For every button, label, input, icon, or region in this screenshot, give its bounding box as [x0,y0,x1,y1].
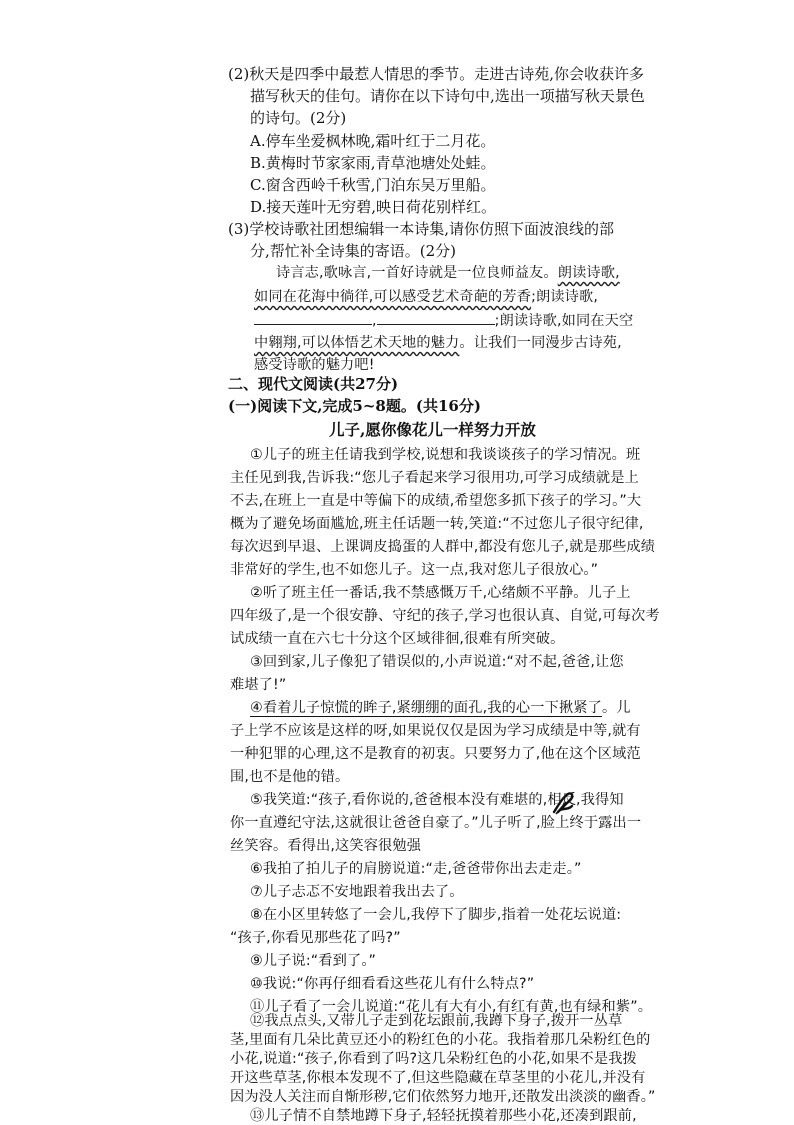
p8-line-1: ⑧在小区里转悠了一会儿,我停下了脚步,指着一处花坛说道: [250,907,622,923]
q2-option-d: D.接天莲叶无穷碧,映日荷花别样红。 [250,198,497,216]
p6-line: ⑥我拍了拍儿子的肩膀说道:“走,爸爸带你出去走走。” [250,861,582,877]
p4-line-3: 一种犯罪的心理,这不是教育的初衷。只要努力了,他在这个区域范 [230,746,641,762]
q2-stem-line-1: (2)秋天是四季中最惹人情思的季节。走进古诗苑,你会收获许多 [228,65,645,83]
q2-option-a: A.停车坐爱枫林晚,霜叶红于二月花。 [250,132,496,150]
passage-text: 。儿 [601,700,631,716]
p8-line-2: “孩子,你看见那些花了吗?” [230,930,401,946]
q3-passage-line-2 [254,287,598,307]
p1-line-6: 非常好的学生,也不如您儿子。这一点,我对您儿子很放心。” [230,562,599,578]
section-subheading: (一)阅读下文,完成5~8题。(共16分) [228,397,481,415]
answer-blank-1[interactable] [254,310,372,325]
p3-line-2: 难堪了!” [230,677,287,693]
p7-line: ⑦儿子忐忑不安地跟着我出去了。 [250,884,464,900]
p12-line-5: 因为没人关注而自惭形秽,它们依然努力地开,还散发出淡淡的幽香。” [230,1089,656,1105]
q3-passage-line-5: 感受诗歌的魅力吧! [254,357,375,373]
p11-line: ⑪儿子看了一会儿说道:“花儿有大有小,有红有黄,也有绿和紫”。 [250,999,653,1015]
q3-passage-line-3 [254,310,633,331]
p1-line-3: 不去,在班上一直是中等偏下的成绩,希望您多抓下孩子的学习。”大 [230,493,642,509]
p2-line-3: 试成绩一直在六七十分这个区域徘徊,很难有所突破。 [230,631,565,647]
p4-line-1 [250,698,631,718]
p1-line-5: 每次迟到早退、上课调皮捣蛋的人群中,都没有您儿子,就是那些成绩 [230,539,656,555]
p1-line-4: 概为了避免场面尴尬,班主任话题一转,笑道:“不过您儿子很守纪律, [230,516,644,532]
p5-line-3: 丝笑容。看得出,这笑容很勉强 [230,838,422,854]
wavy-underlined-text: 如同在花海中徜徉,可以感受艺术奇葩的芳香 [254,289,532,305]
wavy-underlined-text: 中翱翔,可以体悟艺术天地的魅力 [254,335,460,351]
p2-line-2: 四年级了,是一个很安静、守纪的孩子,学习也很认真、自觉,可每次考 [230,608,660,624]
q2-option-b: B.黄梅时节家家雨,青草池塘处处蛙。 [250,154,496,172]
p2-line-1: ②听了班主任一番话,我不禁感慨万千,心绪颇不平静。儿子上 [250,585,631,601]
q2-stem-line-2: 描写秋天的佳句。请你在以下诗句中,选出一项描写秋天景色 [250,87,645,105]
passage-text: ;朗读诗歌,如同在天空 [494,313,634,329]
p1-line-1: ①儿子的班主任请我到学校,说想和我谈谈孩子的学习情况。班 [250,447,641,463]
p12-line-3: 小花,说道:“孩子,你看到了吗?这几朵粉红色的小花,如果不是我拨 [230,1051,637,1067]
section-heading: 二、现代文阅读(共27分) [228,375,399,393]
p5-line-1: ⑤我笑道:“孩子,看你说的,爸爸根本没有难堪的,相反,我得知 [250,792,624,808]
q3-passage-line-4 [254,333,622,353]
p4-line-4: 围,也不是他的错。 [230,769,350,785]
passage-text: , [372,313,377,329]
p3-line-1: ③回到家,儿子像犯了错误似的,小声说道:“对不起,爸爸,让您 [250,654,624,670]
passage-text: ;朗读诗歌, [531,289,599,305]
p10-line: ⑩我说:“你再仔细看看这些花儿有什么特点?” [250,976,535,992]
answer-blank-2[interactable] [377,310,495,325]
q2-stem-line-3: 的诗句。(2分) [250,109,347,127]
passage-text: 诗言志,歌咏言,一首好诗就是一位良师益友。 [276,265,558,281]
underlined-sentence: ④看着儿子惊慌的眸子,紧绷绷的面孔,我的心一下揪紧了 [250,700,602,716]
pen-scribble-icon [548,788,578,818]
p9-line: ⑨儿子说:“看到了。” [250,953,377,969]
p13-line: ⑬儿子情不自禁地蹲下身子,轻轻抚摸着那些小花,还凑到跟前, [250,1108,637,1124]
passage-text: 。让我们一同漫步古诗苑, [459,335,622,351]
p5-line-2: 你一直遵纪守法,这就很让爸爸自豪了。”儿子听了,脸上终于露出一 [230,815,642,831]
q2-option-c: C.窗含西岭千秋雪,门泊东吴万里船。 [250,176,496,194]
p12-line-2: 茎,里面有几朵比黄豆还小的粉红色的小花。我指着那几朵粉红色的 [230,1032,651,1048]
p4-line-2: 子上学不应该是这样的呀,如果说仅仅是因为学习成绩是中等,就有 [230,723,641,739]
wavy-underlined-text: 朗读诗歌, [557,265,620,281]
article-title: 儿子,愿你像花儿一样努力开放 [329,420,536,439]
q3-passage-line-1 [276,263,620,283]
q3-stem-line-2: 分,帮忙补全诗集的寄语。(2分) [250,242,457,260]
q3-stem-line-1: (3)学校诗歌社团想编辑一本诗集,请你仿照下面波浪线的部 [228,220,615,238]
p12-line-1: ⑫我点点头,又带儿子走到花坛跟前,我蹲下身子,拨开一丛草 [250,1013,623,1029]
p12-line-4: 开这些草茎,你根本发现不了,但这些隐藏在草茎里的小花儿,并没有 [230,1070,646,1086]
p1-line-2: 主任见到我,告诉我:“您儿子看起来学习很用功,可学习成绩就是上 [230,470,639,486]
